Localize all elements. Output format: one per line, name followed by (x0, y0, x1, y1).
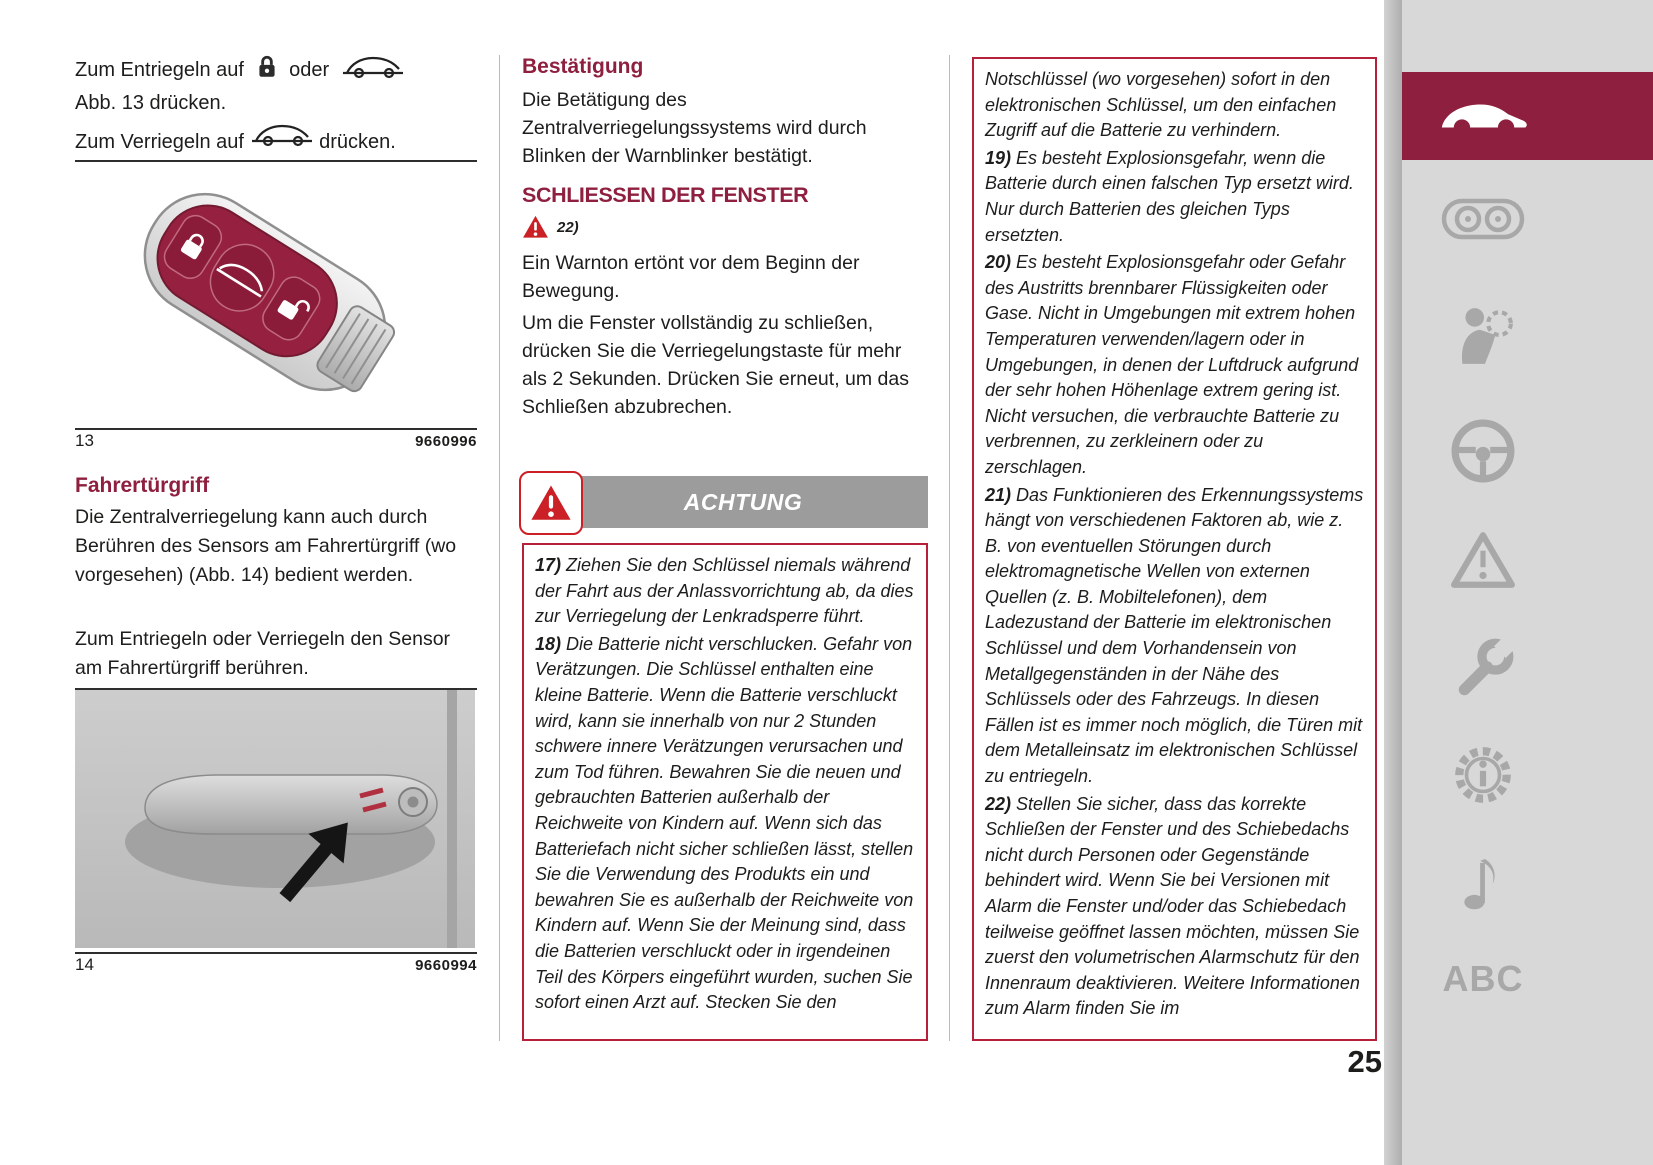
warning-item-22 (985, 792, 1364, 1022)
warning-item-text: Ziehen Sie den Schlüssel niemals während der Fahrt aus der Anlassvorrichtung ab, da dies zur Verriegelung der Lenkradsperre führt. (535, 555, 914, 627)
lock-text-pre: Zum Verriegeln auf (75, 131, 244, 153)
figure-14-code: 9660994 (415, 957, 477, 974)
sidebar-tab-instruments[interactable] (1402, 196, 1564, 242)
warning-item-19 (985, 146, 1364, 248)
car-icon (1438, 94, 1530, 138)
car-remote-icon (250, 120, 314, 148)
warning-item-text: Es besteht Explosionsgefahr, wenn die Batterie durch einen falschen Typ ersetzt wird. Nur durch Batterien des gleichen Typs ersetzten. (985, 147, 1354, 245)
sidebar-tab-multimedia[interactable] (1402, 850, 1564, 914)
wrench-icon (1450, 636, 1516, 702)
key-fob-illustration (75, 162, 475, 424)
warning-box-continued-left (522, 543, 928, 1041)
warning-item-text: Das Funktionieren des Erkennungssystems hängt von verschiedenen Faktoren ab, wie z. B. von eventuellen Störungen durch elektromagnetische Wellen von externen Quellen (z. B. Mobiltelefonen), dem Ladezustand der Batterie im elektronischen Schlüssel und dem Vorhandensein von Metallgegenständen in der Nähe des Schlüssels oder des Fahrzeugs. In diesen Fällen ist es immer noch möglich, die Türen mit dem Metalleinsatz im elektronischen Schlüssel zu entriegeln. (985, 484, 1364, 787)
instrument-cluster-icon (1441, 196, 1525, 242)
sidebar-tab-index[interactable]: ABC (1442, 958, 1524, 999)
figure-14-door-handle (75, 688, 477, 954)
sidebar-tab-vehicle[interactable] (1402, 72, 1653, 160)
warning-item-number: 18) (535, 633, 562, 654)
lock-icon (256, 54, 278, 80)
paragraph: Ein Warnton ertönt vor dem Beginn der Bewegung. (522, 252, 860, 302)
column-divider (949, 55, 950, 1041)
unlock-text-pre: Zum Entriegeln auf (75, 59, 244, 81)
warning-item-number: 19) (985, 147, 1012, 168)
paragraph: Die Betätigung des Zentralverriegelungssystems wird durch Blinken der Warnblinker bestätigt. (522, 89, 867, 167)
unlock-instruction (75, 52, 495, 120)
sidebar-tab-service[interactable] (1402, 636, 1564, 702)
warning-item-number: 21) (985, 484, 1012, 505)
passenger-safety-icon (1450, 304, 1516, 370)
warning-item-continuation (985, 67, 1364, 144)
paragraph: Um die Fenster vollständig zu schließen, drücken Sie die Verriegelungstaste für mehr als 2 Sekunden. Drücken Sie erneut, um das Schließen abzubrechen. (522, 312, 909, 418)
column-divider (499, 55, 500, 1041)
figure-14-caption (75, 955, 477, 975)
figure-13-key-fob (75, 160, 477, 430)
section-heading-schliessen-der-fenster: SCHLIESSEN DER FENSTER (522, 183, 809, 207)
car-remote-icon (341, 52, 405, 80)
warning-reference-number: 22) (557, 218, 579, 236)
warning-reference (522, 215, 722, 239)
steering-wheel-icon (1450, 418, 1516, 484)
sidebar-tab-driving[interactable] (1402, 418, 1564, 484)
achtung-label: ACHTUNG (683, 488, 803, 515)
warning-item-number: 20) (985, 252, 1012, 273)
achtung-banner (522, 476, 928, 528)
unlock-text-line2: Abb. 13 drücken. (75, 92, 227, 114)
lock-text-post: drücken. (319, 131, 396, 153)
warning-item-number: 17) (535, 555, 562, 575)
warning-triangle-icon (522, 215, 549, 239)
figure-13-number: 13 (75, 431, 94, 450)
paragraph: Zum Entriegeln oder Verriegeln den Sensor am Fahrertürgriff berühren. (75, 628, 451, 679)
gear-info-icon (1450, 742, 1516, 808)
figure-14-number: 14 (75, 955, 94, 974)
warning-item-text: Die Batterie nicht verschlucken. Gefahr von Verätzungen. Die Schlüssel enthalten eine kleine Batterie. Wenn die Batterie verschluckt wird, kann sie innerhalb von nur 2 Stunden schwere innere Verätzungen verursachen und zum Tod führen. Bewahren Sie die neuen und gebrauchten Batterien außerhalb der Reichweite von Kindern auf. Wenn sich das Batteriefach nicht sicher schließen lässt, stellen Sie die Verwendung des Produkts ein und bewahren Sie es außerhalb der Reichweite von Kindern auf. Wenn Sie der Meinung sind, dass die Batterien verschluckt oder in irgendeinen Teil des Körpers eingeführt wurden, suchen Sie sofort einen Arzt auf. Stecken Sie den (535, 633, 914, 1013)
paragraph: Die Zentralverriegelung kann auch durch Berühren des Sensors am Fahrertürgriff (wo vorgesehen) (Abb. 14) bedient werden. (75, 506, 457, 586)
sidebar-tab-emergency[interactable] (1402, 530, 1564, 590)
music-note-icon (1460, 850, 1506, 914)
sidebar-shadow (1384, 0, 1402, 1165)
section-heading-bestaetigung: Bestätigung (522, 55, 644, 78)
warning-item-text: Notschlüssel (wo vorgesehen) sofort in den elektronischen Schlüssel, um den einfachen Zugriff auf die Batterie zu verhindern. (985, 69, 1337, 141)
warning-item-21 (985, 483, 1364, 790)
figure-13-caption (75, 431, 477, 451)
warning-item-number: 22) (985, 793, 1012, 814)
warning-item-text: Stellen Sie sicher, dass das korrekte Schließen der Fenster und des Schiebedachs nicht durch Personen oder Gegenstände behindert wird. Wenn Sie bei Versionen mit Alarm die Fenster und/oder das Schiebedach teilweise geöffnet lassen möchten, müssen Sie zuerst den volumetrischen Alarmschutz für den Innenraum deaktivieren. Weitere Informationen zum Alarm finden Sie im (985, 793, 1360, 1019)
warning-item-17 (535, 553, 915, 630)
sidebar-tab-safety[interactable] (1402, 304, 1564, 370)
warning-item-text: Es besteht Explosionsgefahr oder Gefahr des Austritts brennbarer Flüssigkeiten oder Gase. Nicht in Umgebungen mit extrem hohen Temperaturen verwenden/lagern oder in Umgebungen, in denen der Luftdruck aufgrund der sehr hohen Höhenlage extrem gering ist. Nicht versuchen, die verbrauchte Batterie zu verbrennen, zu zerkleinern oder zu zerschlagen. (985, 252, 1359, 477)
figure-13-code: 9660996 (415, 433, 477, 450)
door-handle-photo (75, 690, 475, 948)
unlock-text-mid: oder (289, 59, 330, 81)
warning-item-18 (535, 632, 915, 1016)
page-number: 25 (1347, 1044, 1382, 1079)
warning-triangle-outline-icon (1450, 530, 1516, 590)
warning-badge (519, 471, 583, 535)
lock-instruction (75, 120, 495, 159)
sidebar-tab-technical-data[interactable] (1402, 742, 1564, 808)
warning-triangle-icon (530, 484, 572, 522)
section-heading-fahrertuergriff: Fahrertürgriff (75, 474, 210, 497)
warning-item-20 (985, 250, 1364, 480)
warning-box-continued-right (972, 57, 1377, 1041)
